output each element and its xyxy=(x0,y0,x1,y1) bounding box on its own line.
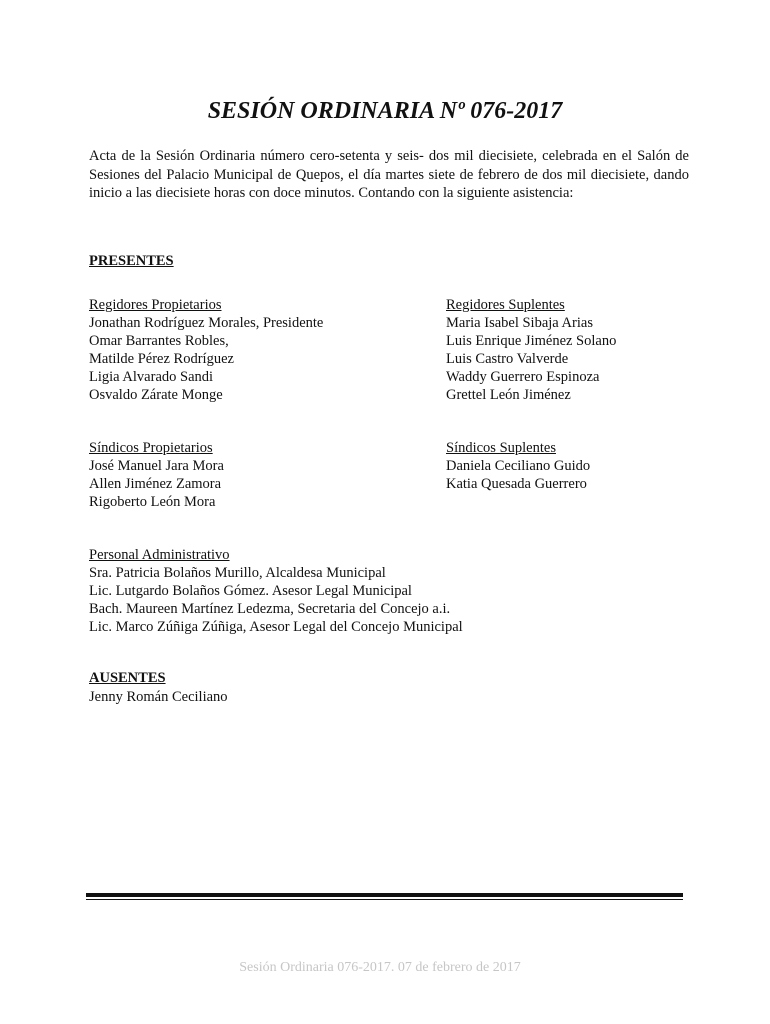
group-label: Personal Administrativo xyxy=(89,547,230,563)
attendee-name: Luis Castro Valverde xyxy=(446,351,569,367)
attendee-name: Daniela Ceciliano Guido xyxy=(446,458,591,474)
attendee-name: José Manuel Jara Mora xyxy=(89,458,224,474)
attendee-name: Sra. Patricia Bolaños Murillo, Alcaldesa Municipal xyxy=(89,565,386,581)
personal-administrativo-group xyxy=(89,546,463,636)
attendee-name: Jenny Román Ceciliano xyxy=(89,689,228,705)
footer-rule-thin xyxy=(86,899,683,900)
group-label: Síndicos Suplentes xyxy=(446,440,556,456)
regidores-suplentes-group xyxy=(446,296,616,404)
page-footer: Sesión Ordinaria 076-2017. 07 de febrero de 2017 xyxy=(239,960,521,975)
attendee-name: Bach. Maureen Martínez Ledezma, Secretaria del Concejo a.i. xyxy=(89,601,451,617)
attendee-name: Osvaldo Zárate Monge xyxy=(89,387,223,403)
attendee-name: Jonathan Rodríguez Morales, Presidente xyxy=(89,315,324,331)
ausentes-heading: AUSENTES xyxy=(89,670,166,686)
regidores-propietarios-group xyxy=(89,296,323,404)
group-label: Síndicos Propietarios xyxy=(89,440,213,456)
ausentes-group xyxy=(89,688,228,706)
presentes-heading: PRESENTES xyxy=(89,253,174,269)
attendee-name: Lic. Marco Zúñiga Zúñiga, Asesor Legal del Concejo Municipal xyxy=(89,619,463,635)
attendee-name: Omar Barrantes Robles, xyxy=(89,333,229,349)
attendee-name: Maria Isabel Sibaja Arias xyxy=(446,315,593,331)
footer-rule-thick xyxy=(86,893,683,897)
attendee-name: Ligia Alvarado Sandi xyxy=(89,369,214,385)
group-label: Regidores Propietarios xyxy=(89,297,222,313)
attendee-name: Lic. Lutgardo Bolaños Gómez. Asesor Legal Municipal xyxy=(89,583,412,599)
sindicos-suplentes-group xyxy=(446,439,590,493)
attendee-name: Allen Jiménez Zamora xyxy=(89,476,222,492)
attendee-name: Matilde Pérez Rodríguez xyxy=(89,351,234,367)
attendee-name: Grettel León Jiménez xyxy=(446,387,571,403)
sindicos-propietarios-group xyxy=(89,439,224,511)
group-label: Regidores Suplentes xyxy=(446,297,565,313)
attendee-name: Luis Enrique Jiménez Solano xyxy=(446,333,617,349)
session-title: SESIÓN ORDINARIA Nº 076-2017 xyxy=(207,98,563,124)
attendee-name: Katia Quesada Guerrero xyxy=(446,476,587,492)
attendee-name: Rigoberto León Mora xyxy=(89,494,216,510)
intro-paragraph: Acta de la Sesión Ordinaria número cero-setenta y seis- dos mil diecisiete, celebrada en el Salón de Sesiones del Palacio Municipal de Quepos, el día martes siete de febrero de dos mil diecisiete, dando inicio a las diecisiete horas con doce minutos. Contando con la siguiente asistencia: xyxy=(89,148,689,201)
attendee-name: Waddy Guerrero Espinoza xyxy=(446,369,600,385)
